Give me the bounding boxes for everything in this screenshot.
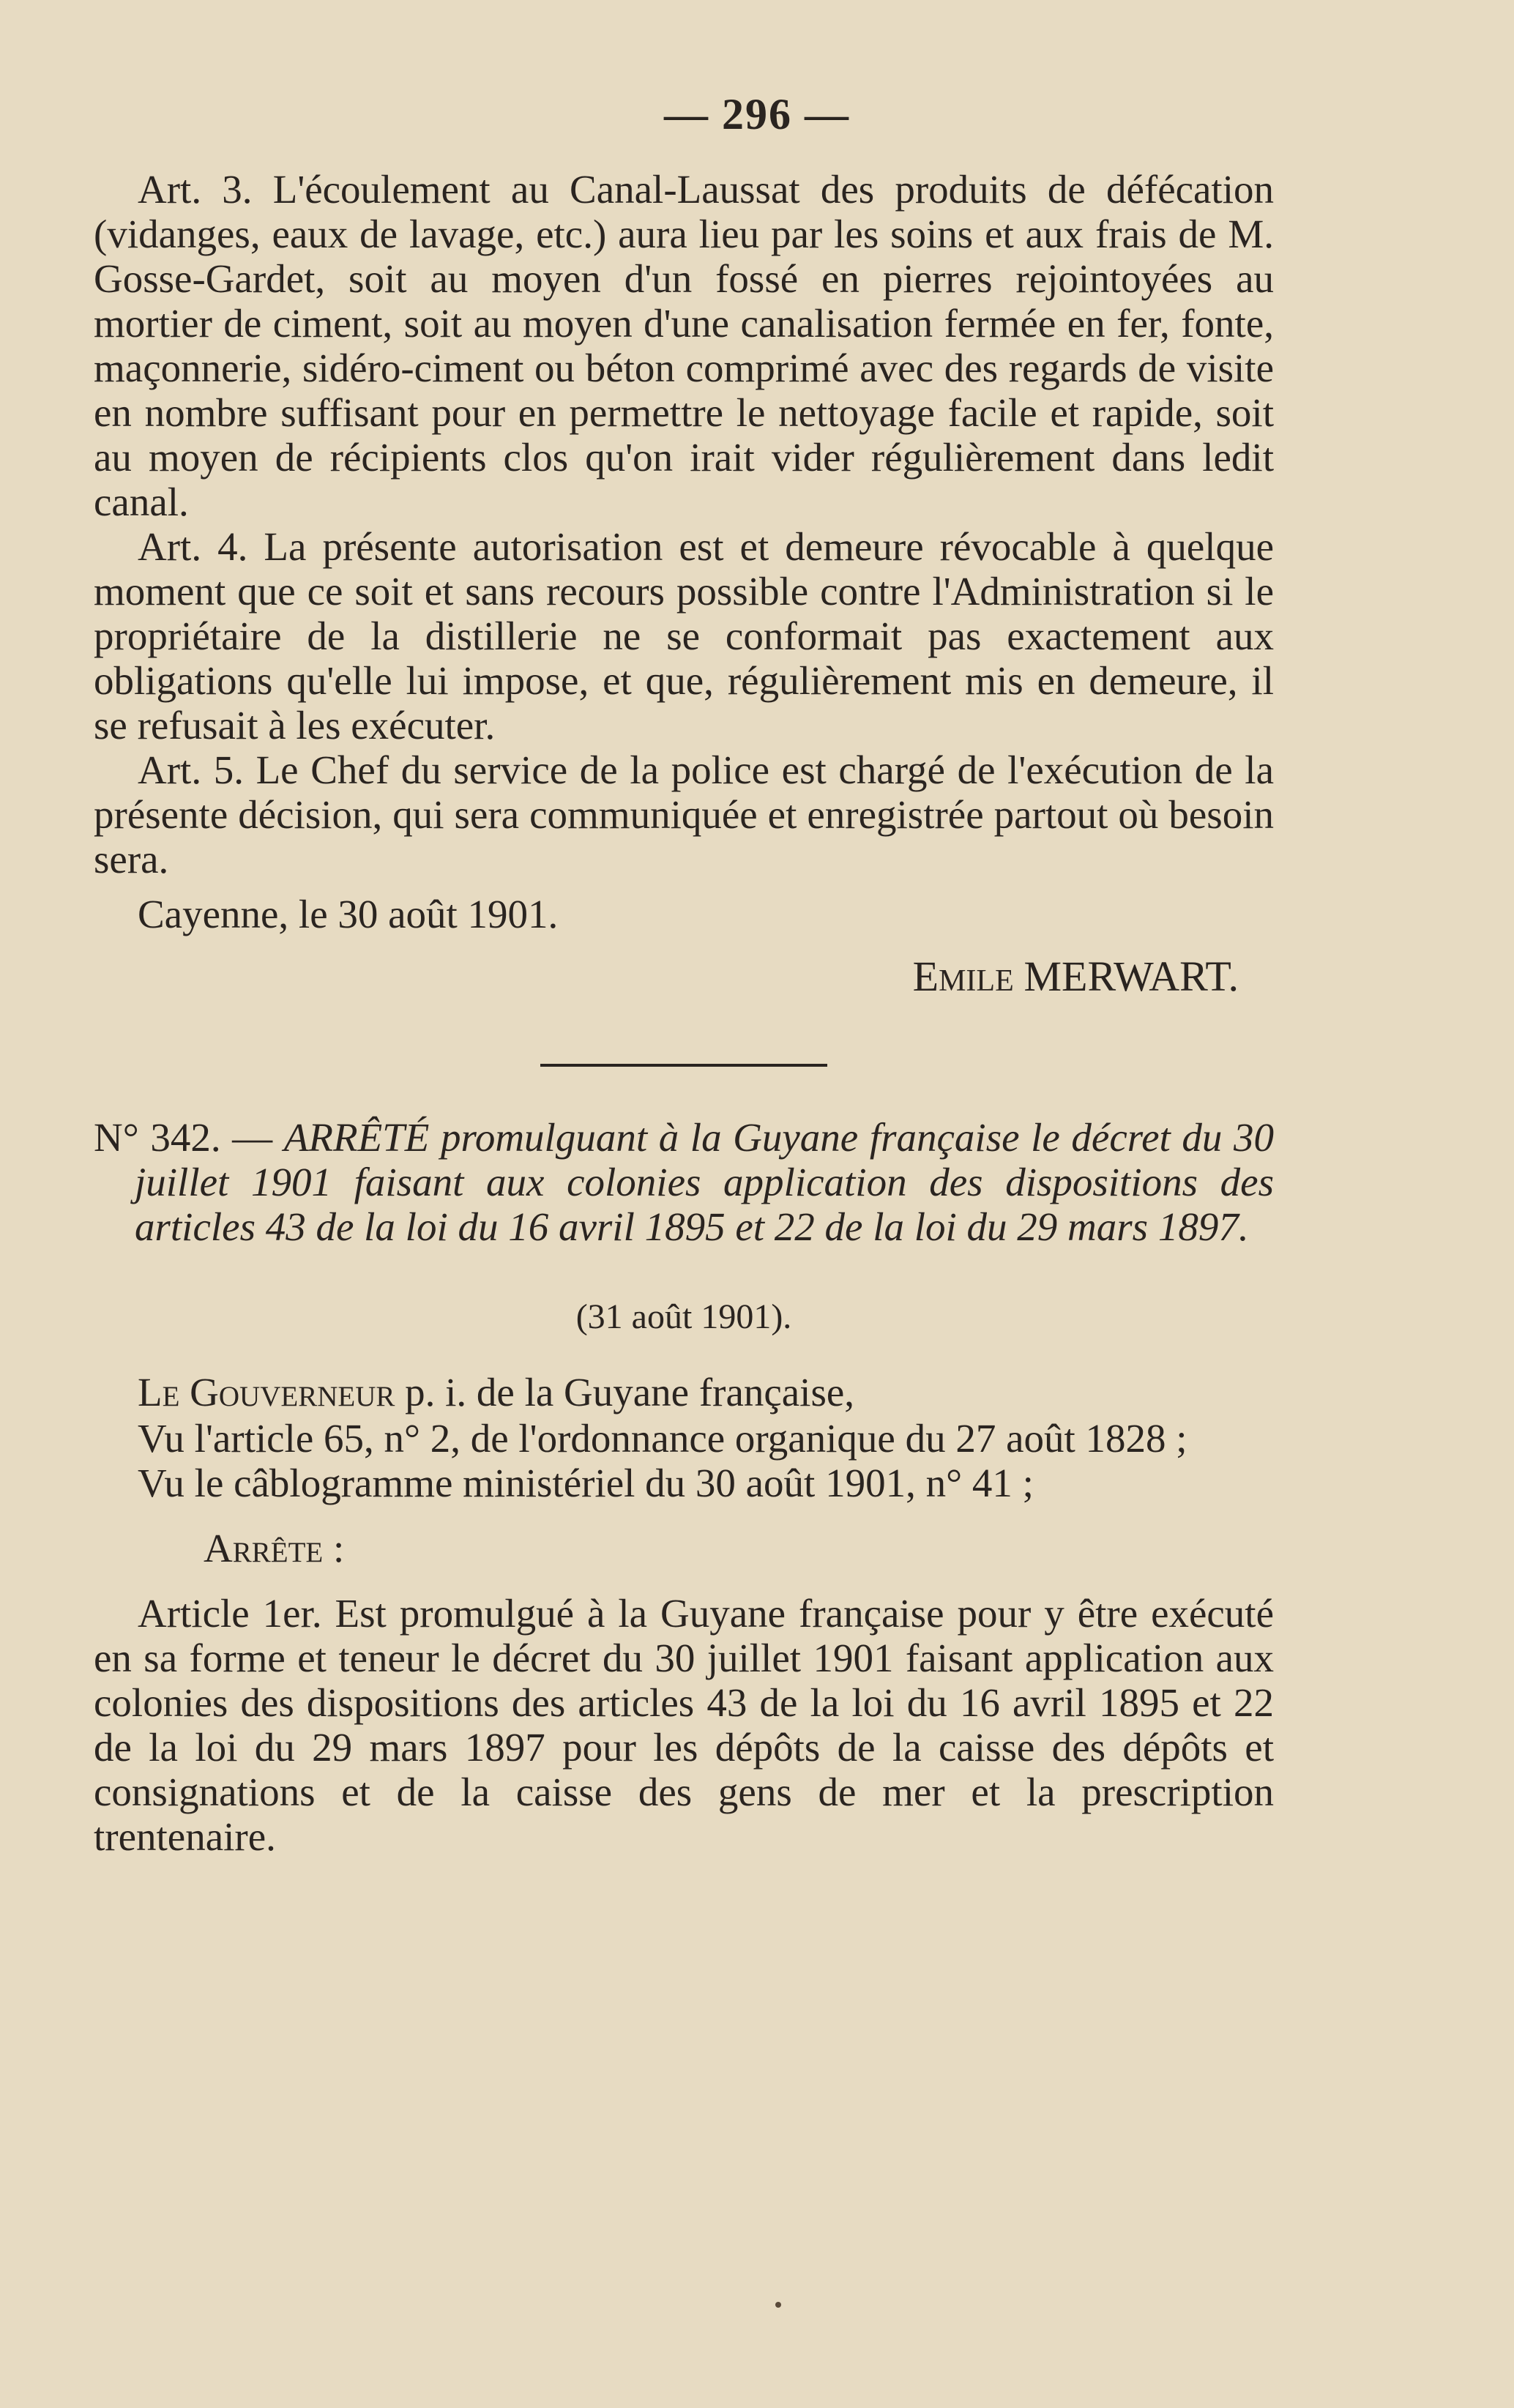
governor-line <box>94 1370 1274 1414</box>
article-4-paragraph: Art. 4. La présente autorisation est et demeure révocable à quelque moment que ce soit et sans recours possible contre l'Administration si le propriétaire de la distillerie ne se conformait pas exactement aux obligations qu'elle lui impose, et que, régulièrement mis en demeure, il se refusait à les exécuter. <box>94 524 1274 748</box>
decree-number: N° 342. — <box>94 1115 273 1160</box>
page-body <box>94 167 1274 1859</box>
page-number: — 296 — <box>664 90 850 138</box>
considerant-2: Vu le câblogramme ministériel du 30 août 1901, n° 41 ; <box>138 1461 1034 1505</box>
article-1-paragraph: Article 1er. Est promulgué à la Guyane française pour y être exécuté en sa forme et teneur le décret du 30 juillet 1901 faisant application aux colonies des dispositions des articles 43 de la loi du 16 avril 1895 et 22 de la loi du 29 mars 1897 pour les dépôts de la caisse des dépôts et consignations et de la caisse des gens de mer et la prescription trentenaire. <box>94 1591 1274 1859</box>
article-5-paragraph: Art. 5. Le Chef du service de la police est chargé de l'exécution de la présente décision, qui sera communiquée et enregistrée partout où besoin sera. <box>94 748 1274 881</box>
signature <box>94 954 1274 1004</box>
decree-date: (31 août 1901). <box>575 1297 792 1336</box>
considerant-1: Vu l'article 65, n° 2, de l'ordonnance organique du 27 août 1828 ; <box>138 1416 1187 1461</box>
decree-heading <box>94 1115 1274 1249</box>
signature-firstname-rest: MILE <box>939 964 1014 998</box>
signature-initial: E <box>912 953 939 1000</box>
decree-title: ARRÊTÉ promulguant à la Guyane française le décret du 30 juillet 1901 faisant aux colonies application des dispositions des articles 43 de la loi du 16 avril 1895 et 22 de la loi du 29 mars 1897. <box>135 1115 1274 1249</box>
governor-rest: p. i. de la Guyane française, <box>395 1370 855 1414</box>
place-date: Cayenne, le 30 août 1901. <box>138 892 559 936</box>
governor-title: Le Gouverneur <box>138 1370 395 1414</box>
ink-speck <box>775 2302 781 2308</box>
article-3-paragraph: Art. 3. L'écoulement au Canal-Laussat des produits de défécation (vidanges, eaux de lavage, etc.) aura lieu par les soins et aux frais de M. Gosse-Gardet, soit au moyen d'un fossé en pierres rejointoyées au mortier de ciment, soit au moyen d'une canalisation fermée en fer, fonte, maçonnerie, sidéro-ciment ou béton comprimé avec des regards de visite en nombre suffisant pour en permettre le nettoyage facile et rapide, soit au moyen de récipients clos qu'on irait vider régulièrement dans ledit canal. <box>94 167 1274 524</box>
arrete-heading: Arrête : <box>204 1526 345 1570</box>
section-divider <box>540 1064 827 1067</box>
signature-surname: MERWART. <box>1023 953 1239 1000</box>
